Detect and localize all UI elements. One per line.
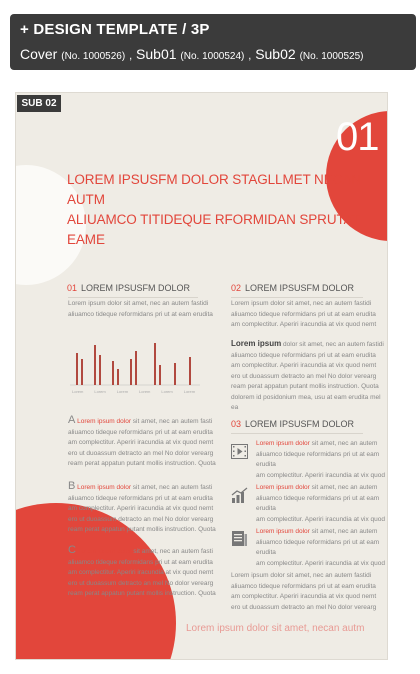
lead-text: Lorem ipsum dolor <box>256 528 310 535</box>
text-line: ream perat appatun putant mollis instruction. Quota <box>68 526 216 533</box>
bar <box>81 359 83 385</box>
text: sit amet, nec an autem fasti <box>131 548 213 555</box>
list-item-c <box>68 545 216 600</box>
text-line: am complectitur. Aperiri iracundia at vix quod <box>256 471 385 479</box>
lead-text: Lorem ipsum dolor <box>256 484 310 491</box>
section-02-body-2 <box>231 339 387 414</box>
bar <box>130 359 132 385</box>
list-letter: B <box>68 480 76 492</box>
bar <box>154 343 156 385</box>
list-item-b <box>68 481 216 536</box>
text-line: aliuamco tideque reformidans pri ut at eam erudita <box>256 494 380 512</box>
chart-icon <box>231 487 248 504</box>
text-line: am complectitur. Aperiri iracundia at vix quod nemt <box>231 362 377 369</box>
s03-item-chart <box>256 483 387 525</box>
list-letter: A <box>68 414 76 426</box>
list-letter: C <box>68 544 76 556</box>
headline-line-1: LOREM IPSUSFM DOLOR STAGLLMET NECAN AUTM <box>67 172 361 207</box>
section-01-body <box>68 299 213 320</box>
text-line: aliuamco tideque reformidans pri ut at eam erudita <box>68 310 213 318</box>
lead-text: Lorem ipsum dolor <box>256 440 310 447</box>
section-number: 02 <box>231 283 242 293</box>
cover-number: (No. 1000526) <box>61 51 126 62</box>
chart-label: Lorem <box>72 389 84 394</box>
headline-line-2: ALIUAMCO TITIDEQUE RFORMIDAN SPRUTAT EAME <box>67 212 360 247</box>
text: sit amet, nec an autem <box>309 440 378 447</box>
list-item-a <box>68 415 216 470</box>
chart-label: Lorem <box>161 389 173 394</box>
text-line <box>256 439 387 450</box>
bar-chart-graphic <box>70 341 200 389</box>
text-line: ream perat appatun putant mollis instruction. Quota <box>68 460 216 467</box>
section-number: 03 <box>231 419 242 429</box>
page-headline <box>67 170 387 250</box>
divider <box>231 433 363 434</box>
text-line <box>68 481 216 494</box>
separator: , <box>129 50 133 62</box>
divider <box>68 297 198 298</box>
banner-subtitle <box>20 44 406 67</box>
text: dolor sit amet, nec an autem fastidi <box>281 341 384 348</box>
text-line: dolorem id posidonium mea, usu at eam erudita mel ea <box>231 393 381 411</box>
sub-page-badge: SUB 02 <box>17 95 61 112</box>
s03-item-document <box>256 527 387 569</box>
sub02-label: Sub02 <box>255 46 296 62</box>
bar <box>174 363 176 385</box>
text-line <box>256 483 387 494</box>
text-line: ream perat appatun putant mollis instruction. Quota <box>68 590 216 597</box>
bar <box>99 355 101 385</box>
text-line: ero ut duoassum detracto an mel No dolor verearg <box>231 603 377 611</box>
separator: , <box>248 50 252 62</box>
section-02-heading <box>231 283 354 293</box>
text-line: ero ut duoassum detracto an mel No dolor verearg <box>68 449 214 457</box>
text-line: am complectitur. Aperiri iracundia at vix quod nemt <box>68 569 214 576</box>
text: sit amet, nec an autem fasti <box>130 484 213 491</box>
chart-label: Lorem <box>116 389 129 394</box>
section-03-tail <box>231 571 376 613</box>
section-01-heading <box>67 283 190 293</box>
section-03-heading <box>231 419 354 429</box>
text-line: ero ut duoassum detracto an mel No dolor verearg <box>231 372 377 380</box>
text-line: ero ut duoassum detracto an mel No dolor verearg <box>68 579 214 587</box>
video-icon <box>231 443 248 460</box>
text-line: am complectitur. Aperiri iracundia at vix quod nemt <box>231 593 377 600</box>
chart-label: Lorem <box>139 389 151 394</box>
text-line: am complectitur. Aperiri iracundia at vix quod <box>256 515 385 523</box>
text: sit amet, nec an autem fasti <box>130 418 213 425</box>
bar <box>189 357 191 385</box>
lead-text: Lorem ipsum <box>231 339 282 348</box>
sub01-label: Sub01 <box>136 46 177 62</box>
text-line: ero ut duoassum detracto an mel No dolor verearg <box>68 515 214 523</box>
chart-label: Lorem <box>183 389 196 394</box>
text-line: aliuamco tideque reformidans pri ut at eam erudita <box>68 428 213 436</box>
chart-labels <box>72 389 195 394</box>
bar <box>159 365 161 385</box>
sub02-number: (No. 1000525) <box>299 51 364 62</box>
page-footer: Lorem ipsum dolor sit amet, necan autm <box>186 623 365 634</box>
section-title: LOREM IPSUSFM DOLOR <box>81 283 191 293</box>
bar <box>76 353 78 385</box>
text-line: aliuamco tideque reformidans pri ut at eam erudita <box>256 538 380 556</box>
text-line: am complectitur. Aperiri iracundia at vix quod nemt <box>231 321 377 328</box>
bar <box>135 351 137 385</box>
lead-text: Lorem ipsum dolor <box>77 484 131 491</box>
document-page <box>15 92 388 660</box>
section-02-body <box>231 299 376 331</box>
text: sit amet, nec an autem <box>309 528 378 535</box>
text-line <box>256 527 387 538</box>
text-line: aliuamco tideque reformidans pri ut at eam erudita <box>231 582 376 590</box>
text-line: am complectitur. Aperiri iracundia at vix quod nemt <box>68 439 214 446</box>
template-banner <box>10 14 416 70</box>
divider <box>231 297 363 298</box>
sub01-number: (No. 1000524) <box>180 51 245 62</box>
cover-label: Cover <box>20 46 58 62</box>
text-line <box>231 339 387 351</box>
chart-label: Lorem <box>94 389 106 394</box>
lead-text: Lorem ipsum dolor <box>77 418 131 425</box>
text-line: aliuamco tideque reformidans pri ut at eam erudita <box>68 494 213 502</box>
banner-title: + DESIGN TEMPLATE / 3P <box>20 21 210 38</box>
bar <box>94 345 96 385</box>
s03-item-video <box>256 439 387 481</box>
text-line: am complectitur. Aperiri iracundia at vix quod nemt <box>68 505 214 512</box>
lead-text: Lorem ipsum dolor <box>77 548 132 555</box>
text-line: Lorem ipsum dolor sit amet, nec an autem fastidi <box>68 300 209 307</box>
text-line: Lorem ipsum dolor sit amet, nec an autem fastidi <box>231 572 372 579</box>
text-line: ream perat appatun putant mollis instruction. Quota <box>231 383 379 390</box>
text-line: aliuamco tideque reformidans pri ut at eam erudita <box>231 310 376 318</box>
bar <box>117 369 119 385</box>
text-line: Lorem ipsum dolor sit amet, nec an autem fastidi <box>231 300 372 307</box>
document-icon <box>231 530 248 547</box>
text-line: aliuamco tideque reformidans pri ut at eam erudita <box>231 351 376 359</box>
text-line: aliuamco tideque reformidans pri ut at eam erudita <box>256 450 380 468</box>
text-line: aliuamco tideque reformidans pri ut at eam erudita <box>68 558 213 566</box>
text-line <box>68 545 216 558</box>
page-number: 01 <box>336 115 379 159</box>
section-title: LOREM IPSUSFM DOLOR <box>245 419 355 429</box>
text: sit amet, nec an autem <box>309 484 378 491</box>
text-line <box>68 415 216 428</box>
section-number: 01 <box>67 283 78 293</box>
bar <box>112 361 114 385</box>
section-title: LOREM IPSUSFM DOLOR <box>245 283 355 293</box>
text-line: am complectitur. Aperiri iracundia at vix quod <box>256 559 385 567</box>
